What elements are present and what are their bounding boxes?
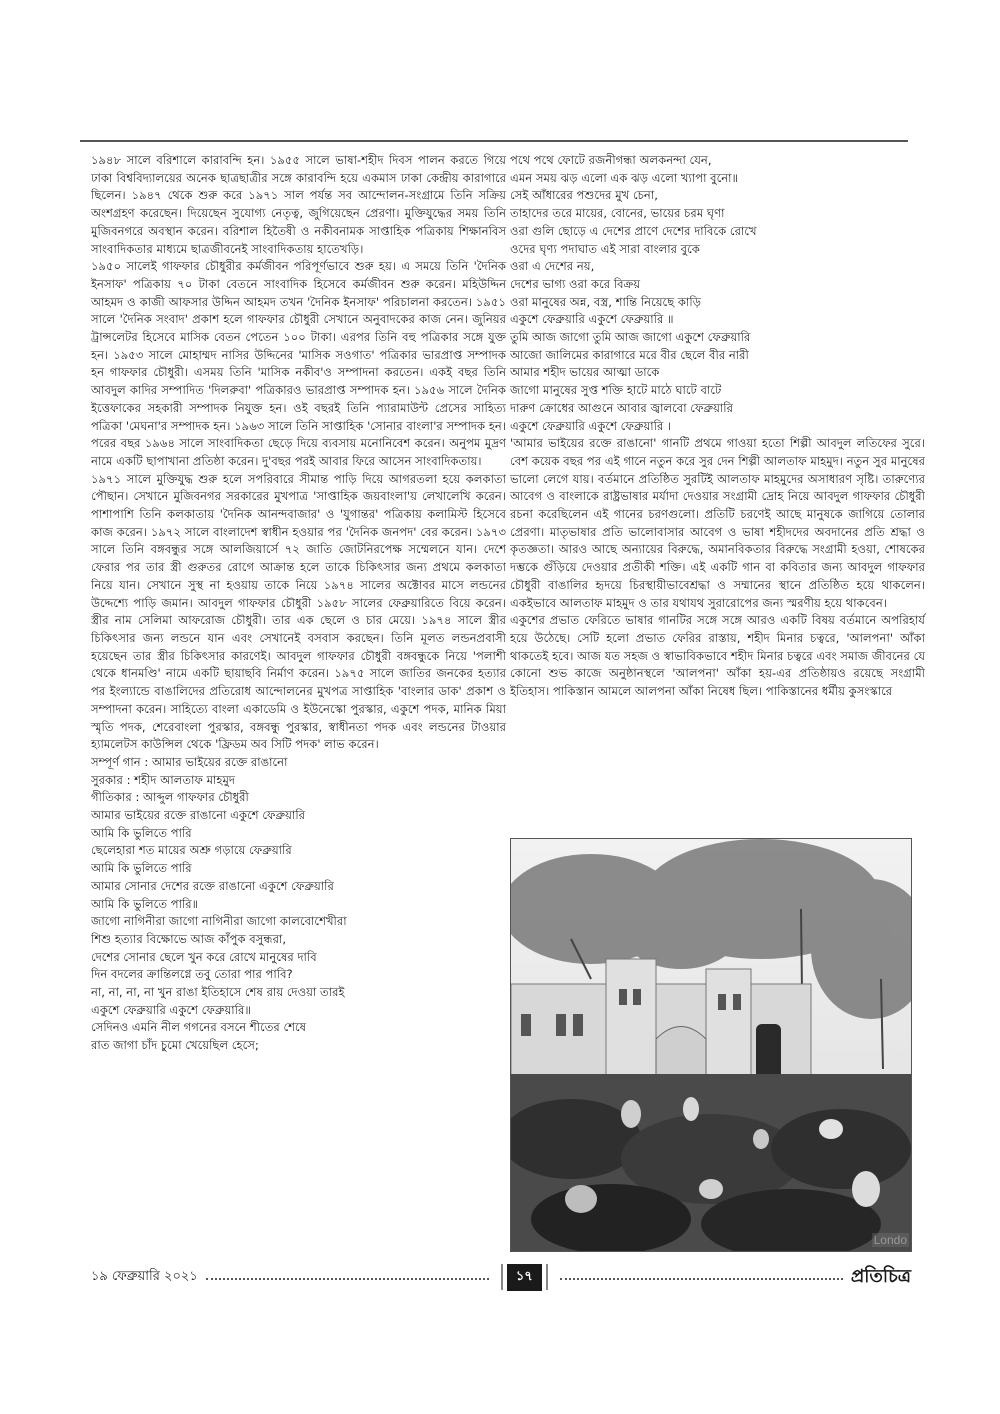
lyric-line: আজো জালিমের কারাগারে মরে বীর ছেলে বীর নারী [510, 347, 749, 362]
article-paragraph: 'আমার ভাইয়ের রক্তে রাঙানো' গানটি প্রথমে গাওয়া হতো শিল্পী আবদুল লতিফের সুরে। বেশ কয়েক বছর পর এই গানে নতুন করে সুর দেন শিল্পী আলতাফ মাহমুদ। নতুন সুর মানুষের ভালো লেগে যায়। বর্তমানে প্রতিষ্ঠিত সুরটিই আলতাফ মাহমুদের অসাধারণ সৃষ্টি। তারুণ্যের আবেগ ও বাংলাকে রাষ্ট্রভাষার মর্যাদা দেওয়ার সংগ্রামী দ্রোহ নিয়ে আবদুল গাফফার চৌধুরী রচনা করেছিলেন এই গানের চরণগুলো। প্রতিটি চরণেই আছে মানুষকে জাগিয়ে তোলার প্রেরণা। মাতৃভাষার প্রতি ভালোবাসার আবেগ ও ভাষা শহীদদের অবদানের প্রতি শ্রদ্ধা ও কৃতজ্ঞতা। আরও আছে অন্যায়ের বিরুদ্ধে, অমানবিকতার বিরুদ্ধে সংগ্রামী হওয়া, শোষকের দম্ভকে গুঁড়িয়ে দেওয়ার প্রতীকী শক্তি। এই একটি গান বা কবিতার জন্য আবদুল গাফফার চৌধুরী বাঙালির হৃদয়ে চিরস্থায়ীভাবেশ্রদ্ধা ও সম্মানের স্থানে প্রতিষ্ঠিত হয়ে থাকলেন। একইভাবে আলতাফ মাহমুদ ও তার যথাযথ সুরারোপের জন্য স্মরণীয় হয়ে থাকবেন। [510, 436, 925, 610]
page-footer [91, 1262, 911, 1292]
lyric-line: এমন সময় ঝড় এলো এক ঝড় এলো খ্যাপা বুনো॥ [510, 170, 739, 185]
lyric-line: আমি কি ভুলিতে পারি॥ [91, 896, 199, 911]
divider [546, 1264, 548, 1290]
lyric-line: আমার শহীদ ভায়ের আত্মা ডাকে [510, 365, 660, 380]
lyric-line: শিশু হত্যার বিক্ষোভে আজ কাঁপুক বসুন্ধরা, [91, 931, 287, 946]
lyric-line: আমি কি ভুলিতে পারি [91, 825, 192, 840]
historic-crowd-photo [510, 838, 912, 1252]
song-composer-line: সুরকার : শহীদ আলতাফ মাহমুদ [91, 772, 236, 787]
dotted-leader [560, 1278, 843, 1280]
publication-logo: প্রতিচিত্র [850, 1265, 912, 1287]
lyric-line: আমি কি ভুলিতে পারি [91, 861, 192, 876]
lyrics-block [510, 152, 925, 435]
lyric-line: রাত জাগা চাঁদ চুমো খেয়েছিল হেসে; [91, 1038, 259, 1053]
article-paragraph: ১৯৭১ সালে মুক্তিযুদ্ধ শুরু হলে সপরিবারে সীমান্ত পাড়ি দিয়ে আগরতলা হয়ে কলকাতা পৌছান। সেখানে মুজিবনগর সরকারের মুখপাত্র 'সাপ্তাহিক জয়বাংলা'য় লেখালেখি করেন। পাশাপাশি তিনি কলকাতায় 'দৈনিক আনন্দবাজার' ও 'যুগান্তর' পত্রিকায় কলামিস্ট হিসেবে কাজ করেন। ১৯৭২ সালে বাংলাদেশ স্বাধীন হওয়ার পর 'দৈনিক জনপদ' বের করেন। ১৯৭৩ সালে তিনি বঙ্গবন্ধুর সঙ্গে আলজিয়ার্সে ৭২ জাতি জোটনিরপেক্ষ সম্মেলনে যান। দেশে ফেরার পর তার স্ত্রী গুরুতর রোগে আক্রান্ত হলে তাকে চিকিৎসার জন্য প্রথমে কলকাতা নিয়ে যান। সেখানে সুস্থ না হওয়ায় তাকে নিয়ে ১৯৭৪ সালের অক্টোবর মাসে লন্ডনের উদ্দেশ্যে পাড়ি জমান। আবদুল গাফফার চৌধুরী ১৯৫৮ সালের ফেব্রুয়ারিতে বিয়ে করেন। স্ত্রীর নাম সেলিমা আফরোজ চৌধুরী। তার এক ছেলে ও চার মেয়ে। ১৯৭৪ সালে স্ত্রীর চিকিৎসার জন্য লন্ডনে যান এবং সেখানেই বসবাস করছেন। তিনি মূলত লন্ডনপ্রবাসী হয়েছেন তার স্ত্রীর চিকিৎসার কারণেই। আবদুল গাফফার চৌধুরী বঙ্গবন্ধুকে নিয়ে 'পলাশী থেকে ধানমণ্ডি' নামে একটি ছায়াছবি নির্মাণ করেন। ১৯৭৫ সালে জাতির জনকের হত্যার পর ইংল্যান্ডে বাঙালিদের প্রতিরোধ আন্দোলনের মুখপত্র সাপ্তাহিক 'বাংলার ডাক' প্রকাশ ও সম্পাদনা করেন। সাহিত্যে বাংলা একাডেমি ও ইউনেস্কো পুরস্কার, একুশে পদক, মানিক মিয়া স্মৃতি পদক, শেরেবাংলা পুরস্কার, বঙ্গবন্ধু পুরস্কার, স্বাধীনতা পদক এবং লন্ডনের টাওয়ার হ্যামলেটস কাউন্সিল থেকে 'ফ্রিডম অব সিটি পদক' লাভ করেন। [91, 471, 506, 752]
left-column [91, 152, 506, 1055]
lyric-line: দেশের সোনার ছেলে খুন করে রোখে মানুষের দাবি [91, 949, 317, 964]
photo-illustration [511, 839, 911, 1251]
crowd [511, 1074, 911, 1251]
right-column [510, 152, 925, 701]
divider [501, 1264, 503, 1290]
lyric-line: ওদের ঘৃণ্য পদাঘাত এই সারা বাংলার বুকে [510, 241, 700, 256]
lyric-line: ওরা গুলি ছোড়ে এ দেশের প্রাণে দেশের দাবিকে রোখে [510, 223, 757, 238]
lyric-line: দেশের ভাগ্য ওরা করে বিক্রয় [510, 276, 641, 291]
photo-watermark: Londo [873, 1233, 907, 1247]
dotted-leader [206, 1278, 489, 1280]
lyric-line: সেদিনও এমনি নীল গগনের বসনে শীতের শেষে [91, 1020, 307, 1035]
lyric-line: ছেলেহারা শত মায়ের অশ্রু গড়ায়ে ফেব্রুয়ারি [91, 843, 292, 858]
article-paragraph: ১৯৫০ সালেই গাফফার চৌধুরীর কর্মজীবন পরিপূর্ণভাবে শুরু হয়। এ সময়ে তিনি 'দৈনিক ইনসাফ' পত্রিকায় ৭০ টাকা বেতনে সাংবাদিক হিসেবে কর্মজীবন শুরু করেন। মহিউদ্দিন আহমদ ও কাজী আফসার উদ্দিন আহমদ তখন 'দৈনিক ইনসাফ' পরিচালনা করতেন। ১৯৫১ সালে 'দৈনিক সংবাদ' প্রকাশ হলে গাফফার চৌধুরী সেখানে অনুবাদকের কাজ নেন। জুনিয়র ট্রান্সলেটর হিসেবে মাসিক বেতন পেতেন ১০০ টাকা। এরপর তিনি বহু পত্রিকার সঙ্গে যুক্ত হন। ১৯৫৩ সালে মোহাম্মদ নাসির উদ্দিনের 'মাসিক সওগাত' পত্রিকার ভারপ্রাপ্ত সম্পাদক হন গাফফার চৌধুরী। এসময় তিনি 'মাসিক নকীব'ও সম্পাদনা করতেন। একই বছর তিনি আবদুল কাদির সম্পাদিত 'দিলরুবা' পত্রিকারও ভারপ্রাপ্ত সম্পাদক হন। ১৯৫৬ সালে দৈনিক ইত্তেফাকের সহকারী সম্পাদক নিযুক্ত হন। ওই বছরই তিনি প্যারামাউন্ট প্রেসের সাহিত্য পত্রিকা 'মেঘনা'র সম্পাদক হন। ১৯৬৩ সালে তিনি সাপ্তাহিক 'সোনার বাংলা'র সম্পাদক হন। পরের বছর ১৯৬৪ সালে সাংবাদিকতা ছেড়ে দিয়ে ব্যবসায় মনোনিবেশ করেন। অনুপম মুদ্রণ নামে একটি ছাপাখানা প্রতিষ্ঠা করেন। দু'বছর পরই আবার ফিরে আসেন সাংবাদিকতায়। [91, 259, 506, 468]
lyric-line: তুমি আজ জাগো তুমি আজ জাগো একুশে ফেব্রুয়ারি [510, 330, 751, 345]
lyric-line: পথে পথে ফোটে রজনীগন্ধা অলকনন্দা যেন, [510, 153, 712, 167]
lyric-line: দারুণ ক্রোধের আগুনে আবার জ্বালবো ফেব্রুয়ারি [510, 400, 733, 415]
lyric-line: ওরা মানুষের অন্ন, বস্ত্র, শান্তি নিয়েছে কাড়ি [510, 294, 701, 309]
lyric-line: ওরা এ দেশের নয়, [510, 259, 595, 274]
song-lyricist-line: গীতিকার : আব্দুল গাফফার চৌধুরী [91, 790, 249, 805]
article-paragraph: একুশের প্রভাত ফেরিতে ভাষার গানটির সঙ্গে সঙ্গে আরও একটি বিষয় বর্তমানে অপরিহার্য হয়ে উঠেছে। সেটি হলো প্রভাত ফেরির রাস্তায়, শহীদ মিনার চত্বরে, 'আলপনা' আঁকা থাকতেই হবে। আজ যত সহজ ও স্বাভাবিকভাবে শহীদ মিনার চত্বরে এবং সমাজ জীবনের যে কোনো শুভ কাজে অনুষ্ঠানস্থলে 'আলপনা' আঁকা হয়-এর প্রতিষ্ঠায়ও রয়েছে সংগ্রামী ইতিহাস। পাকিস্তান আমলে আলপনা আঁকা নিষেধ ছিল। পাকিস্তানের ধর্মীয় কুসংস্কারে [510, 613, 925, 699]
lyric-line: সেই আঁধারের পশুদের মুখ চেনা, [510, 188, 658, 203]
lyric-line: একুশে ফেব্রুয়ারি একুশে ফেব্রুয়ারি । [510, 418, 672, 433]
lyric-line: তাহাদের তরে মায়ের, বোনের, ভায়ের চরম ঘৃণা [510, 206, 725, 221]
lyric-line: জাগো মানুষের সুপ্ত শক্তি হাটে মাঠে ঘাটে বাটে [510, 383, 722, 398]
lyric-line: আমার সোনার দেশের রক্তে রাঙানো একুশে ফেব্রুয়ারি [91, 878, 334, 893]
lyric-line: না, না, না, না খুন রাঙা ইতিহাসে শেষ রায় দেওয়া তারই [91, 985, 345, 1000]
song-title-line: সম্পূর্ণ গান : আমার ভাইয়ের রক্তে রাঙানো [91, 754, 288, 769]
lyric-line: একুশে ফেব্রুয়ারি একুশে ফেব্রুয়ারি॥ [91, 1002, 251, 1017]
header-rule [80, 140, 908, 142]
article-paragraph: ১৯৪৮ সালে বরিশালে কারাবন্দি হন। ১৯৫৫ সালে ভাষা-শহীদ দিবস পালন করতে গিয়ে ঢাকা বিশ্ববিদ্যালয়ের অনেক ছাত্রছাত্রীর সঙ্গে কারাবন্দি হয়ে একমাস ঢাকা কেন্দ্রীয় কারাগারে ছিলেন। ১৯৪৭ থেকে শুরু করে ১৯৭১ সাল পর্যন্ত সব আন্দোলন-সংগ্রামে তিনি সক্রিয় অংশগ্রহণ করেছেন। দিয়েছেন সুযোগ্য নেতৃত্ব, জুগিয়েছেন প্রেরণা। মুক্তিযুদ্ধের সময় তিনি মুজিবনগরে অবস্থান করেন। বরিশাল হিতৈষী ও নকীবনামক সাপ্তাহিক পত্রিকায় শিক্ষানবিস সাংবাদিকতার মাধ্যমে ছাত্রজীবনেই সাংবাদিকতায় হাতেখড়ি। [91, 153, 506, 256]
lyric-line: একুশে ফেব্রুয়ারি একুশে ফেব্রুয়ারি ॥ [510, 312, 674, 327]
lyric-line: দিন বদলের ক্রান্তিলগ্নে তবু তোরা পার পাবি? [91, 967, 293, 982]
page-number: ১৭ [507, 1264, 542, 1291]
song-info [91, 754, 506, 807]
lyric-line: আমার ভাইয়ের রক্তে রাঙানো একুশে ফেব্রুয়ারি [91, 808, 306, 823]
lyric-line: জাগো নাগিনীরা জাগো নাগিনীরা জাগো কালবোশেখীরা [91, 914, 347, 929]
issue-date: ১৯ ফেব্রুয়ারি ২০২১ [91, 1268, 198, 1284]
lyrics-block [91, 807, 506, 1055]
